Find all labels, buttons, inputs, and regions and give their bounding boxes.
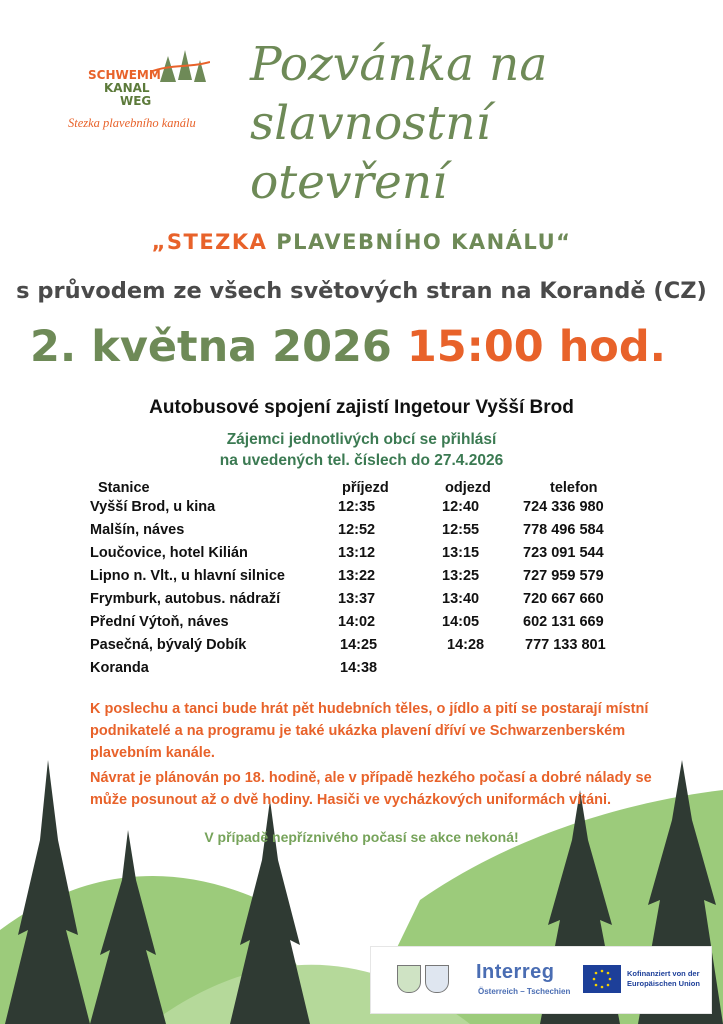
title-line-3: otevření	[250, 155, 448, 210]
table-row-arrival: 12:35	[338, 499, 376, 515]
table-row-station: Loučovice, hotel Kilián	[90, 545, 248, 561]
table-row-station: Koranda	[90, 660, 149, 676]
sponsor-logos	[370, 946, 712, 1014]
eu-cofinance-text: Kofinanziert von der Europäischen Union	[627, 969, 700, 988]
table-row-station: Pasečná, bývalý Dobík	[90, 637, 247, 653]
event-name-green: PLAVEBNÍHO KANÁLU“	[276, 230, 572, 254]
table-row-station: Přední Výtoň, náves	[90, 614, 229, 630]
logo-subtitle: Stezka plavebního kanálu	[68, 116, 196, 130]
interreg-logo: Interreg	[476, 961, 555, 983]
return-paragraph: Návrat je plánován po 18. hodině, ale v případě hezkého počasí a dobré nálady se může posunout až o dvě hodiny. Hasiči ve vycházkových uniformách vítáni.	[90, 770, 652, 808]
table-row-phone: 602 131 669	[523, 614, 604, 630]
table-row-arrival: 13:12	[338, 545, 376, 561]
title-line-2: slavnostní	[250, 96, 491, 151]
municipal-crest-icon	[397, 965, 421, 993]
table-row-arrival: 14:02	[338, 614, 376, 630]
table-row-departure: 13:15	[442, 545, 480, 561]
registration-note-1: Zájemci jednotlivých obcí se přihlásí	[226, 431, 497, 448]
logo-line-2: KANAL	[104, 81, 150, 95]
table-row-station: Lipno n. Vlt., u hlavní silnice	[90, 568, 285, 584]
table-row-arrival: 14:38	[340, 660, 378, 676]
header-departure: odjezd	[445, 480, 491, 496]
table-row-departure: 14:05	[442, 614, 480, 630]
table-row-departure: 13:40	[442, 591, 480, 607]
table-row-phone: 720 667 660	[523, 591, 604, 607]
program-paragraph: K poslechu a tanci bude hrát pět hudebních těles, o jídlo a pití se postarají místní podnikatelé a na programu je také ukázka plavení dříví ve Schwarzenberském plavebním kanále.	[90, 701, 649, 761]
table-row-arrival: 12:52	[338, 522, 376, 538]
bus-info: Autobusové spojení zajistí Ingetour Vyšší Brod	[149, 397, 574, 418]
table-row-departure: 14:28	[447, 637, 485, 653]
table-row-arrival: 13:37	[338, 591, 376, 607]
table-row-station: Frymburk, autobus. nádraží	[90, 591, 281, 607]
table-row-phone: 778 496 584	[523, 522, 604, 538]
table-row-departure: 12:55	[442, 522, 480, 538]
table-row-station: Malšín, náves	[90, 522, 185, 538]
date-day: 2. května 2026	[30, 322, 392, 372]
eu-flag-icon	[583, 965, 621, 993]
weather-note: V případě nepříznivého počasí se akce nekoná!	[204, 829, 519, 845]
table-row-phone: 723 091 544	[523, 545, 604, 561]
table-row-departure: 13:25	[442, 568, 480, 584]
table-row-arrival: 14:25	[340, 637, 378, 653]
table-row-departure: 12:40	[442, 499, 480, 515]
table-row-phone: 727 959 579	[523, 568, 604, 584]
municipal-crest-icon	[425, 965, 449, 993]
table-row-phone: 777 133 801	[525, 637, 606, 653]
header-station: Stanice	[98, 480, 150, 496]
date-time: 15:00 hod.	[406, 322, 666, 372]
registration-note-2: na uvedených tel. číslech do 27.4.2026	[219, 452, 504, 469]
table-row-station: Vyšší Brod, u kina	[90, 499, 216, 515]
table-row-arrival: 13:22	[338, 568, 376, 584]
event-name-orange: „STEZKA	[151, 230, 268, 254]
logo-line-3: WEG	[120, 94, 152, 108]
header-phone: telefon	[550, 480, 598, 496]
header-arrival: příjezd	[342, 480, 389, 496]
logo-line-1: SCHWEMM	[88, 68, 161, 82]
table-row-phone: 724 336 980	[523, 499, 604, 515]
title-line-1: Pozvánka na	[250, 37, 548, 92]
tagline: s průvodem ze všech světových stran na Korandě (CZ)	[16, 278, 707, 304]
interreg-subtitle: Österreich – Tschechien	[478, 987, 571, 996]
